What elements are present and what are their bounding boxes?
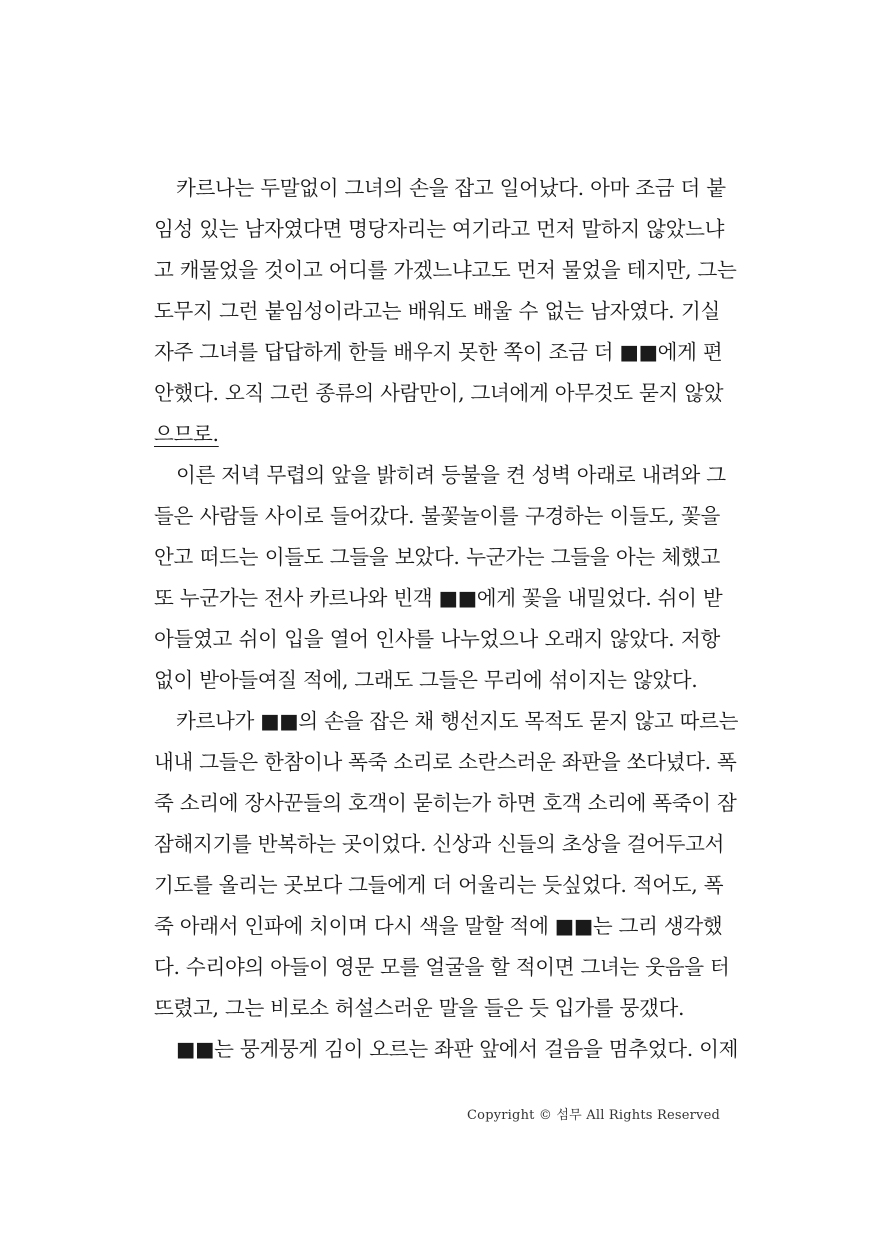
- body-text-line: 카르나가 ■■의 손을 잡은 채 행선지도 목적도 묻지 않고 따르는: [176, 709, 739, 733]
- body-text-line: 고 캐물었을 것이고 어디를 가겠느냐고도 먼저 물었을 테지만, 그는: [154, 258, 737, 282]
- body-text-line-last: 뜨렸고, 그는 비로소 허설스러운 말을 들은 듯 입가를 뭉갰다.: [154, 996, 685, 1020]
- body-text-line: 다. 수리야의 아들이 영문 모를 얼굴을 할 적이면 그녀는 웃음을 터: [154, 955, 730, 979]
- body-text-line: 죽 소리에 장사꾼들의 호객이 묻히는가 하면 호객 소리에 폭죽이 잠: [154, 791, 737, 815]
- body-text-line: 카르나는 두말없이 그녀의 손을 잡고 일어났다. 아마 조금 더 붙: [176, 176, 726, 200]
- body-text-line: 이른 저녁 무렵의 앞을 밝히려 등불을 켠 성벽 아래로 내려와 그: [176, 463, 726, 487]
- body-text-line-last: 없이 받아들여질 적에, 그래도 그들은 무리에 섞이지는 않았다.: [154, 668, 698, 692]
- body-text-line: 자주 그녀를 답답하게 한들 배우지 못한 쪽이 조금 더 ■■에게 편: [154, 340, 723, 364]
- body-text-line: 안했다. 오직 그런 종류의 사람만이, 그녀에게 아무것도 묻지 않았: [154, 381, 724, 405]
- body-text-line: 죽 아래서 인파에 치이며 다시 색을 말할 적에 ■■는 그리 생각했: [154, 914, 723, 938]
- body-text-line: 도무지 그런 붙임성이라고는 배워도 배울 수 없는 남자였다. 기실: [154, 299, 720, 323]
- body-text-line: 또 누군가는 전사 카르나와 빈객 ■■에게 꽃을 내밀었다. 쉬이 받: [154, 586, 723, 610]
- body-text-line: 아들였고 쉬이 입을 열어 인사를 나누었으나 오래지 않았다. 저항: [154, 627, 720, 651]
- body-text-line: 들은 사람들 사이로 들어갔다. 불꽃놀이를 구경하는 이들도, 꽃을: [154, 504, 720, 528]
- body-text-line: 기도를 올리는 곳보다 그들에게 더 어울리는 듯싶었다. 적어도, 폭: [154, 873, 724, 897]
- body-text-line-last: [154, 417, 720, 451]
- body-text-line: ■■는 뭉게뭉게 김이 오르는 좌판 앞에서 걸음을 멈추었다. 이제: [176, 1037, 739, 1061]
- body-text-line: 안고 떠드는 이들도 그들을 보았다. 누군가는 그들을 아는 체했고: [154, 545, 720, 569]
- underlined-text: 으므로.: [154, 422, 219, 446]
- body-text-line: 임성 있는 남자였다면 명당자리는 여기라고 먼저 말하지 않았느냐: [154, 217, 725, 241]
- body-text-line: 내내 그들은 한참이나 폭죽 소리로 소란스러운 좌판을 쏘다녔다. 폭: [154, 750, 737, 774]
- body-text-line: 잠해지기를 반복하는 곳이었다. 신상과 신들의 초상을 걸어두고서: [154, 832, 725, 856]
- copyright-footer: Copyright © 섬무 All Rights Reserved: [467, 1108, 720, 1123]
